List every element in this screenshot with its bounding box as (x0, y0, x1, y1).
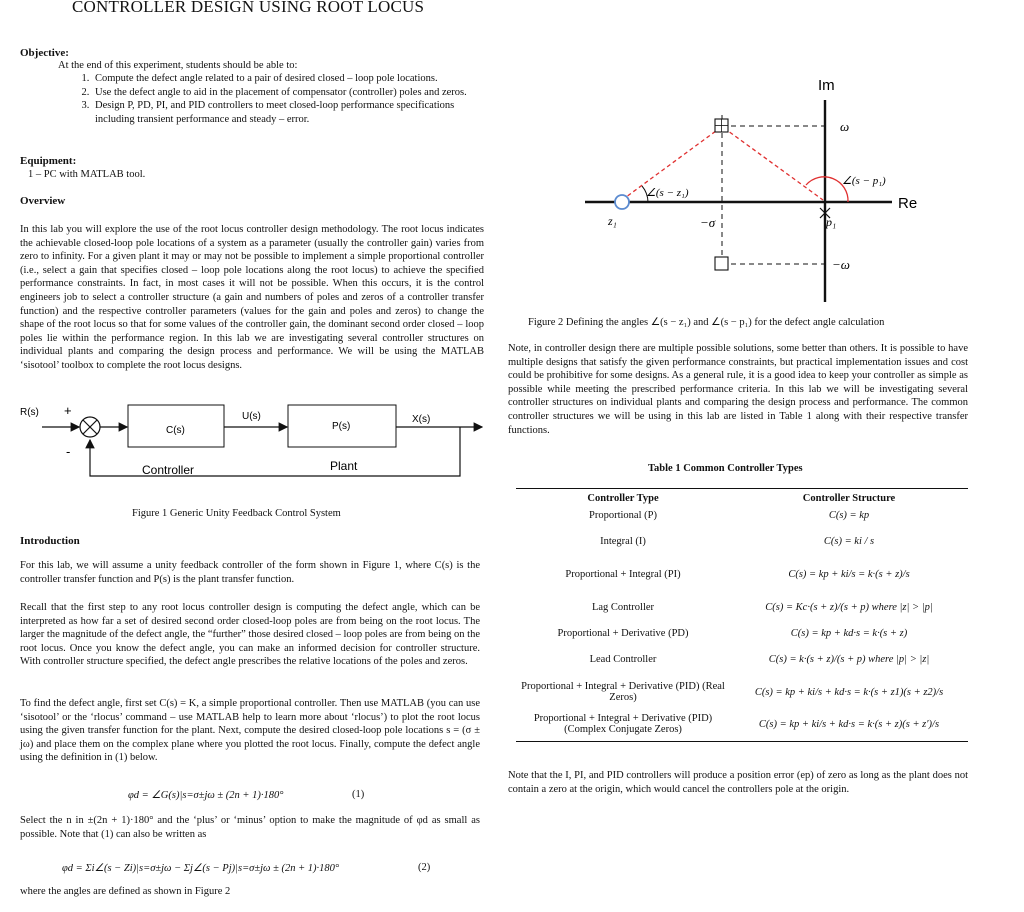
figure2-complex-plane (580, 65, 920, 310)
table-cell-structure: C(s) = kp (828, 509, 870, 521)
table-cell-type: Lag Controller (591, 601, 655, 613)
objective-intro: At the end of this experiment, students should be able to: (58, 60, 298, 71)
zero-label: z₁ (608, 214, 617, 228)
zero-angle-label: ∠(s − z₁) (646, 187, 689, 199)
equipment-heading: Equipment: (20, 155, 77, 167)
table-cell-structure: C(s) = kp + ki/s + kd·s = k·(s + z)(s + z′)/s (758, 718, 940, 730)
omega-bottom-label: −ω (832, 257, 850, 272)
output-label: X(s) (412, 414, 431, 425)
table-cell-structure: C(s) = Kc·(s + z)/(s + p) where |z| > |p| (765, 601, 933, 613)
table-cell-structure: C(s) = kp + kd·s = k·(s + z) (790, 627, 908, 639)
pole-label: p₁ (826, 215, 837, 229)
page-title: CONTROLLER DESIGN USING ROOT LOCUS (72, 0, 425, 16)
table-cell-structure: C(s) = kp + ki/s + kd·s = k·(s + z1)(s + z2)/s (754, 686, 944, 698)
equipment-item: 1 – PC with MATLAB tool. (28, 169, 146, 180)
table-row (516, 523, 968, 559)
table-title: Table 1 Common Controller Types (648, 463, 803, 474)
table-row (516, 625, 968, 641)
objective-item: 2. Use the defect angle to aid in the placement of compensator (controller) poles and zeros. (92, 86, 484, 100)
table-cell-structure: C(s) = kp + ki/s = k·(s + z)/s (788, 568, 910, 580)
minus-sign: - (66, 444, 71, 459)
figure1-caption: Figure 1 Generic Unity Feedback Control System (132, 508, 341, 519)
table-header-type: Controller Type (587, 492, 659, 504)
signal-u-label: U(s) (242, 411, 261, 422)
intro-para4: Select the n in ±(2n + 1)·180° and the ‘plus’ or ‘minus’ option to make the magnitude of φd as small as possible. Note that (1) can also be written as (20, 815, 480, 840)
plant-label: Plant (330, 459, 358, 473)
objective-heading: Objective: (20, 47, 69, 59)
table-row (516, 641, 968, 677)
table-header-structure: Controller Structure (802, 492, 896, 504)
objective-item: 3. Design P, PD, PI, and PID controllers to meet closed-loop performance specifications including transient performance and steady – error. (92, 99, 484, 126)
equation-2: φd = Σi∠(s − Zi)|s=σ±jω − Σj∠(s − Pj)|s=σ±jω ± (2n + 1)·180° (62, 863, 340, 874)
plant-block-label: P(s) (332, 421, 351, 432)
controller-block-label: C(s) (166, 425, 185, 436)
intro-para3: To find the defect angle, first set C(s) = K, a simple proportional controller. Then use MATLAB (you can use ‘sisotool’ or the ‘rlocus’ command – use MATLAB help to learn more about ‘rlocus’) to plot the root locus using the given transfer function for the plant. Next, compute the desired closed-loop pole locations s = (σ ± jω) and place them on the complex plane where you plotted the root locus. Finally, compute the defect angle using the definition in (1) below. (20, 698, 480, 764)
im-label: Im (818, 77, 835, 94)
table-row (516, 707, 968, 741)
table-cell-type: Integral (I) (600, 535, 646, 547)
intro-para2: Recall that the first step to any root locus controller design is computing the defect angle, which can be interpreted as how far a set of desired second order closed-loop poles are from being on the root locus. The larger the magnitude of the defect angle, the “further” those desired closed – loop poles are from being on the root locus. Once you know the defect angle, you can make an informed decision for controller structure. With controller structure specified, the defect angle prescribes the relative locations of the poles and zeros. (20, 602, 480, 668)
pole-angle-label: ∠(s − p₁) (842, 175, 886, 187)
table-cell-type: Proportional + Integral (PI) (565, 568, 681, 580)
controller-table (516, 488, 968, 742)
table-row (516, 589, 968, 625)
table-row (516, 559, 968, 589)
equation-1-number: (1) (352, 789, 365, 800)
block-diagram (20, 398, 500, 488)
note-1: Note, in controller design there are multiple possible solutions, some better than others. It is possible to have multiple designs that satisfy the given performance constraints, but practical implementation issues and cost could be prohibitive for some designs. As a general rule, it is a good idea to keep your controller as simple as possible while meeting the prescribed performance criteria. In this lab we will be investigating several controller structures on individual plants and comparing the design process and performance. The common controller structures we will be using in this lab are listed in Table 1 along with their respective transfer functions. (508, 343, 968, 436)
overview-heading: Overview (20, 195, 66, 207)
table-cell-structure: C(s) = ki / s (823, 535, 875, 547)
table-cell-type: Proportional + Integral + Derivative (PID) (Complex Conjugate Zeros) (533, 713, 713, 735)
table-row (516, 677, 968, 707)
controller-label: Controller (142, 463, 195, 477)
objective-item: 1. Compute the defect angle related to a pair of desired closed – loop pole locations. (92, 72, 484, 86)
plus-sign: + (64, 403, 72, 418)
neg-sigma-label: −σ (700, 215, 716, 230)
zero-marker (615, 195, 629, 209)
table-cell-type: Lead Controller (589, 653, 657, 665)
note-2: Note that the I, PI, and PID controllers will produce a position error (ep) of zero as long as the plant does not contain a zero at the origin, which would cancel the controllers pole at the origin. (508, 770, 968, 795)
desired-pole-lower (715, 257, 728, 270)
table-cell-structure: C(s) = k·(s + z)/(s + p) where |p| > |z| (768, 653, 930, 665)
input-label: R(s) (20, 407, 39, 418)
table-cell-type: Proportional + Integral + Derivative (PID) (Real Zeros) (521, 681, 725, 703)
table-row (516, 507, 968, 523)
introduction-heading: Introduction (20, 535, 80, 547)
intro-para5: where the angles are defined as shown in Figure 2 (20, 886, 231, 897)
equation-2-number: (2) (418, 862, 431, 873)
objective-list (72, 72, 484, 126)
table-cell-type: Proportional (P) (589, 509, 657, 521)
re-label: Re (898, 195, 918, 212)
table-cell-type: Proportional + Derivative (PD) (557, 627, 689, 639)
omega-top-label: ω (840, 119, 850, 134)
figure2-caption: Figure 2 Defining the angles ∠(s − z₁) and ∠(s − p₁) for the defect angle calculation (528, 317, 885, 328)
overview-text: In this lab you will explore the use of the root locus controller design methodology. The root locus indicates the achievable closed-loop pole locations of a system as a parameter (usually the controller gain) varies from zero to infinity. For a given plant it may or may not be possible to implement a simple proportional controller (i.e., select a gain that specifies closed – loop pole locations along the root locus) to achieve the specified performance constraints. In fact, in most cases it will not be possible. When this occurs, it is the control engineers job to select a controller structure (a gain and numbers of poles and zeros of a controller transfer function) and the respective controller parameters (values for the gain and poles and zeros) to change the shape of the root locus so that for some values of the controller gain, the dominant second order closed – loop poles lie within the performance region. In this lab we are investigating several controller structures on individual plants and comparing the design process and performance. We will be using the MATLAB ‘sisotool’ toolbox to complete the root locus designs. (20, 224, 484, 371)
intro-para1: For this lab, we will assume a unity feedback controller of the form shown in Figure 1, where C(s) is the controller transfer function and P(s) is the plant transfer function. (20, 560, 480, 585)
pole-vector (724, 128, 823, 200)
equation-1: φd = ∠G(s)|s=σ±jω ± (2n + 1)·180° (128, 790, 284, 801)
